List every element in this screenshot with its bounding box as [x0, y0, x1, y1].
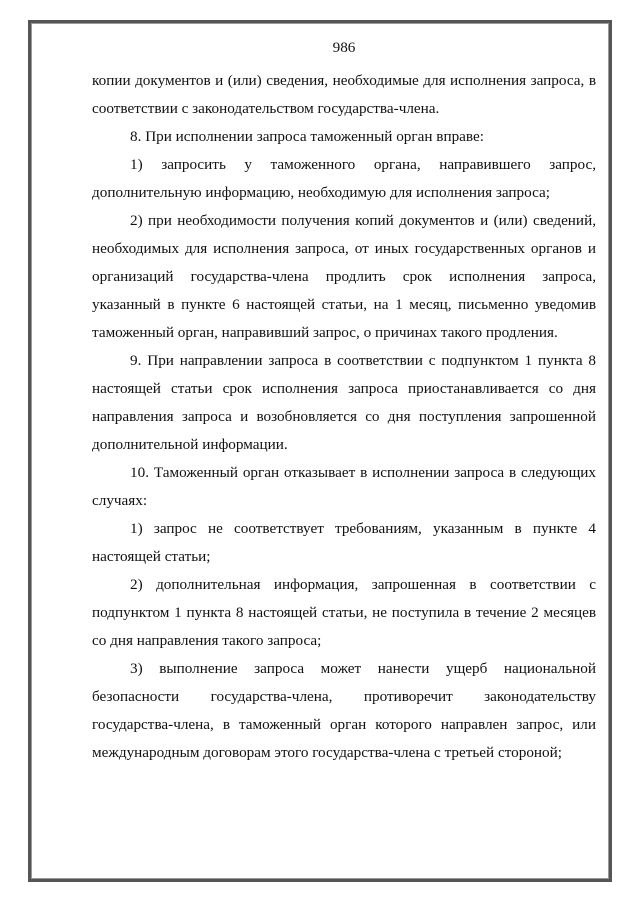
paragraph-continuation: копии документов и (или) сведения, необходимые для исполнения запроса, в соответствии с законодательством государства-члена.: [92, 72, 596, 117]
paragraph-item-10-2: 2) дополнительная информация, запрошенная в соответствии с подпунктом 1 пункта 8 настоящей статьи, не поступила в течение 2 месяцев со дня направления такого запроса;: [92, 576, 596, 649]
paragraph-item-10: 10. Таможенный орган отказывает в исполнении запроса в следующих случаях:: [92, 464, 596, 509]
paragraph-item-9: 9. При направлении запроса в соответствии с подпунктом 1 пункта 8 настоящей статьи срок исполнения запроса приостанавливается со дня направления запроса и возобновляется со дня поступления запрошенной дополнительной информации.: [92, 352, 596, 453]
paragraph-item-8-1: 1) запросить у таможенного органа, направившего запрос, дополнительную информацию, необходимую для исполнения запроса;: [92, 156, 596, 201]
paragraph-item-10-1: 1) запрос не соответствует требованиям, указанным в пункте 4 настоящей статьи;: [92, 520, 596, 565]
paragraph-item-10-3: 3) выполнение запроса может нанести ущерб национальной безопасности государства-члена, противоречит законодательству государства-члена, в таможенный орган которого направлен запрос, или международным договорам этого государства-члена с третьей стороной;: [92, 660, 596, 761]
paragraph-item-8: 8. При исполнении запроса таможенный орган вправе:: [130, 128, 484, 145]
paragraph-item-8-2: 2) при необходимости получения копий документов и (или) сведений, необходимых для исполнения запроса, от иных государственных органов и организаций государства-члена продлить срок исполнения запроса, указанный в пункте 6 настоящей статьи, на 1 месяц, письменно уведомив таможенный орган, направивший запрос, о причинах такого продления.: [92, 212, 596, 341]
page-number: 986: [332, 39, 356, 56]
document-page: [92, 36, 596, 767]
